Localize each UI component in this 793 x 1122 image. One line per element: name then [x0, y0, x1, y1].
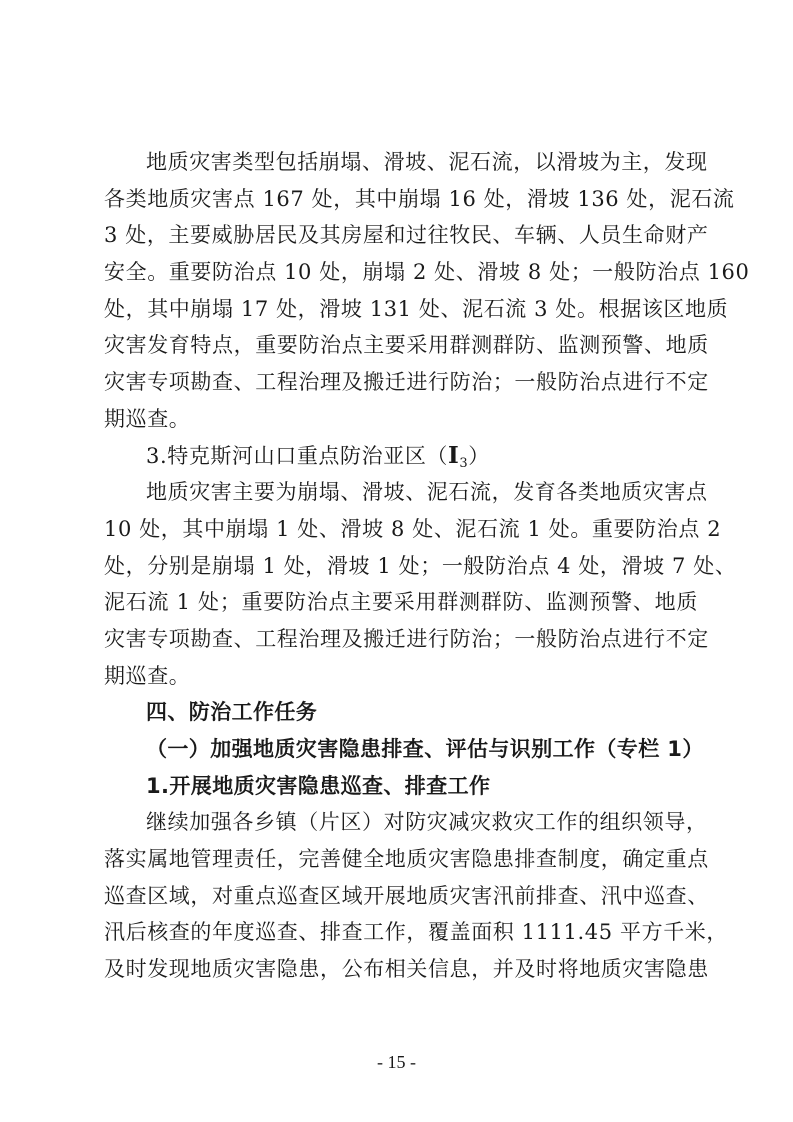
section-heading: 四、防治工作任务	[146, 700, 318, 725]
paragraph-line: 继续加强各乡镇（片区）对防灾减灾救灾工作的组织领导，	[146, 810, 708, 835]
subzone-roman: Ⅰ	[448, 442, 460, 468]
paragraph-line: 及时发现地质灾害隐患，公布相关信息，并及时将地质灾害隐患	[104, 957, 709, 982]
paragraph-line: 处，其中崩塌 17 处，滑坡 131 处、泥石流 3 处。根据该区地质	[104, 296, 729, 321]
paragraph-line: 期巡查。	[104, 406, 191, 431]
paragraph-line: 地质灾害主要为崩塌、滑坡、泥石流，发育各类地质灾害点	[146, 480, 708, 505]
page-number: - 15 -	[377, 1052, 416, 1072]
paragraph-line: 安全。重要防治点 10 处，崩塌 2 处、滑坡 8 处；一般防治点 160	[104, 260, 750, 285]
subzone-suffix: ）	[468, 443, 490, 468]
paragraph-line: 灾害专项勘查、工程治理及搬迁进行防治；一般防治点进行不定	[104, 370, 709, 395]
subzone-subscript: 3	[459, 455, 469, 471]
paragraph-line: 3 处，主要威胁居民及其房屋和过往牧民、车辆、人员生命财产	[104, 223, 709, 248]
paragraph-line: 10 处，其中崩塌 1 处、滑坡 8 处、泥石流 1 处。重要防治点 2	[104, 516, 722, 541]
paragraph-line: 灾害发育特点，重要防治点主要采用群测群防、监测预警、地质	[104, 333, 709, 358]
paragraph-line: 巡查区域，对重点巡查区域开展地质灾害汛前排查、汛中巡查、	[104, 883, 709, 908]
subzone-heading	[104, 438, 698, 475]
paragraph-line: 汛后核查的年度巡查、排查工作，覆盖面积 1111.45 平方千米，	[104, 920, 728, 945]
paragraph-line: 灾害专项勘查、工程治理及搬迁进行防治；一般防治点进行不定	[104, 626, 709, 651]
body-text	[104, 144, 750, 988]
subzone-prefix: 3.特克斯河山口重点防治亚区（	[146, 443, 449, 468]
paragraph-line: 各类地质灾害点 167 处，其中崩塌 16 处，滑坡 136 处，泥石流	[104, 186, 735, 211]
paragraph-line: 地质灾害类型包括崩塌、滑坡、泥石流，以滑坡为主，发现	[146, 150, 708, 174]
subsection-heading: （一）加强地质灾害隐患排查、评估与识别工作（专栏 1）	[146, 737, 704, 761]
paragraph-line: 泥石流 1 处；重要防治点主要采用群测群防、监测预警、地质	[104, 590, 698, 615]
paragraph-line: 落实属地管理责任，完善健全地质灾害隐患排查制度，确定重点	[104, 847, 709, 872]
paragraph-line: 期巡查。	[104, 663, 191, 688]
paragraph-line: 处，分别是崩塌 1 处，滑坡 1 处；一般防治点 4 处，滑坡 7 处、	[104, 553, 737, 578]
item-heading: 1.开展地质灾害隐患巡查、排查工作	[146, 773, 491, 798]
